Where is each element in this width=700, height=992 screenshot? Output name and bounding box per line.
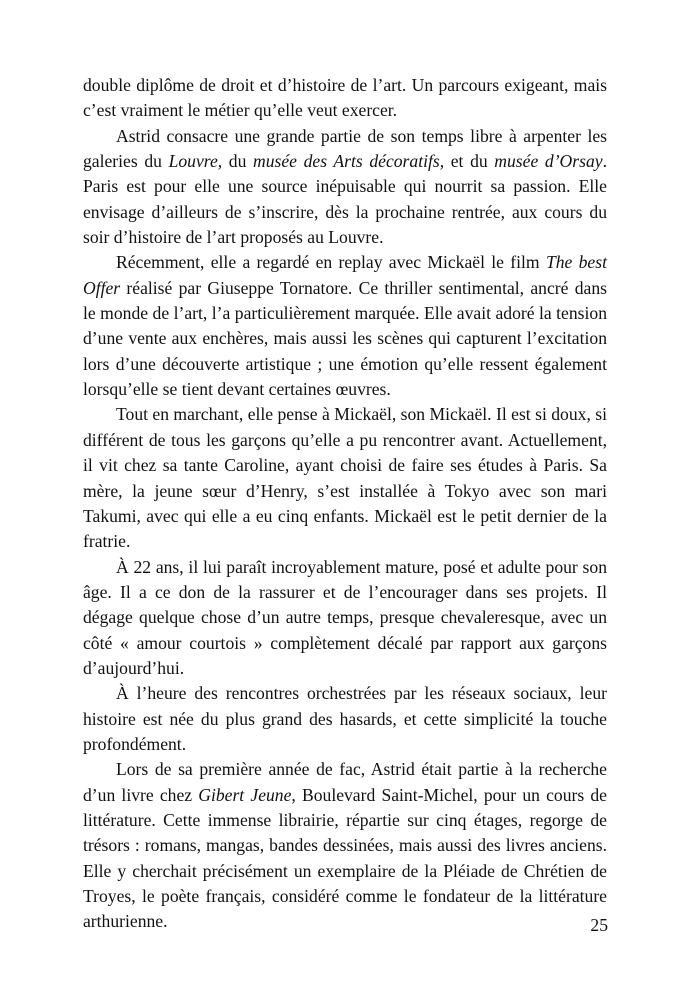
paragraph [83,73,607,124]
italic-place-name: musée des Arts décoratifs, [253,151,445,172]
paragraph [83,402,607,554]
italic-film-title: The best Offer [83,252,607,298]
paragraph [83,124,607,251]
paragraph [83,250,607,402]
paragraph-text: . Paris est pour elle une source inépuisable qui nourrit sa passion. Elle envisage d’ailleurs de s’inscrire, dès la prochaine rentrée, aux cours du soir d’histoire de l’art proposés au Louvre. [83,151,607,248]
paragraph [83,681,607,757]
paragraph-text: double diplôme de droit et d’histoire de l’art. Un parcours exigeant, mais c’est vraiment le métier qu’elle veut exercer. [83,75,607,121]
paragraph-text: et du [444,151,495,172]
page-body [83,73,607,935]
italic-place-name: musée d’Orsay [494,151,603,172]
paragraph-text: À 22 ans, il lui paraît incroyablement mature, posé et adulte pour son âge. Il a ce don de la rassurer et de l’encourager dans ses projets. Il dégage quelque chose d’un autre temps, presque chevaleresque, avec un côté « amour courtois » complètement décalé par rapport aux garçons d’aujourd’hui. [83,556,607,678]
paragraph-text: Tout en marchant, elle pense à Mickaël, son Mickaël. Il est si doux, si différent de tous les garçons qu’elle a pu rencontrer avant. Actuellement, il vit chez sa tante Caroline, ayant choisi de faire ses études à Paris. Sa mère, la jeune sœur d’Henry, s’est installée à Tokyo avec son mari Takumi, avec qui elle a eu cinq enfants. Mickaël est le petit dernier de la fratrie. [83,404,607,552]
paragraph-text: Astrid consacre une grande partie de son temps libre à arpenter les galeries du [83,125,607,172]
paragraph-text: , Boulevard Saint-Michel, pour un cours de littérature. Cette immense librairie, répartie sur cinq étages, regorge de trésors : romans, mangas, bandes dessinées, mais aussi des livres anciens. Elle y cherchait précisément un exemplaire de la Pléiade de Chrétien de Troyes, le poète français, considéré comme le fondateur de la littérature arthurienne. [83,784,607,932]
italic-place-name: Louvre, [168,151,223,172]
italic-store-name: Gibert Jeune [198,784,292,805]
page-number: 25 [590,915,608,935]
paragraph [83,555,607,682]
paragraph-text: réalisé par Giuseppe Tornatore. Ce thriller sentimental, ancré dans le monde de l’art, l’a particulièrement marquée. Elle avait adoré la tension d’une vente aux enchères, mais aussi les scènes qui capturent l’excitation lors d’une découverte artistique ; une émotion qu’elle ressent également lorsqu’elle se tient devant certaines œuvres. [83,277,607,400]
paragraph-text: du [222,151,254,172]
paragraph-text: À l’heure des rencontres orchestrées par les réseaux sociaux, leur histoire est née du plus grand des hasards, et cette simplicité la touche profondément. [83,683,607,754]
paragraph [83,757,607,934]
paragraph-text: Lors de sa première année de fac, Astrid était partie à la recherche d’un livre chez [83,759,607,805]
paragraph-text: Récemment, elle a regardé en replay avec Mickaël le film [116,252,546,273]
